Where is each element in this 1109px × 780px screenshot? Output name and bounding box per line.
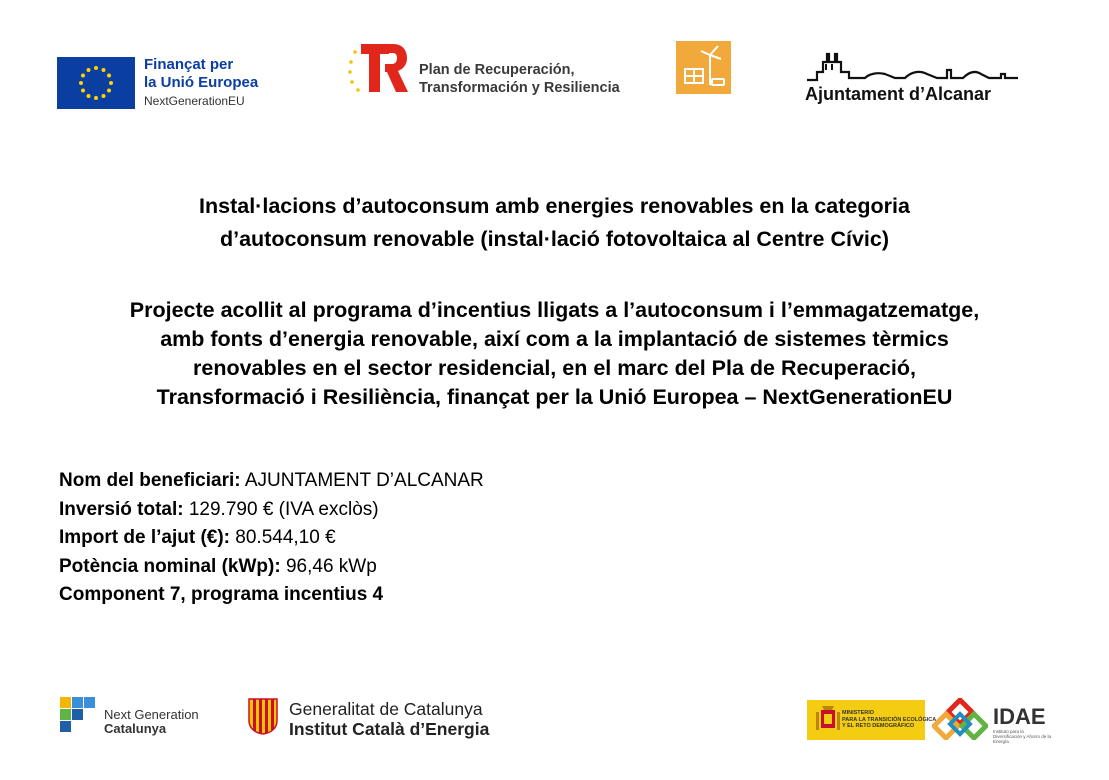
project-description [0, 296, 1109, 412]
prtr-tr-icon [347, 40, 409, 98]
eu-flag-logo [57, 57, 135, 109]
eu-funding-text [144, 56, 258, 110]
eu-stars-icon [57, 57, 135, 109]
subtitle-line3: renovables en el sector residencial, en el marc del Pla de Recuperació, [193, 356, 916, 380]
ministerio-text [842, 710, 936, 730]
skyline-icon [805, 50, 1020, 84]
subtitle-line4: Transformació i Resiliència, finançat per la Unió Europea – NextGenerationEU [156, 385, 953, 409]
component-text: Component 7, programa incentius 4 [59, 584, 384, 605]
ministerio-line3: Y EL RETO DEMOGRÁFICO [842, 723, 915, 729]
beneficiari-value: AJUNTAMENT D’ALCANAR [240, 470, 484, 491]
document-title [0, 190, 1109, 256]
ngc-line1: Next Generation [104, 707, 199, 722]
senyera-icon [247, 697, 279, 735]
solar-wind-icon [676, 41, 731, 94]
detail-inversio [59, 496, 484, 525]
next-generation-catalunya-logo [60, 697, 96, 733]
ajut-label: Import de l’ajut (€): [59, 527, 230, 548]
detail-beneficiari [59, 467, 484, 496]
detail-component [59, 581, 484, 610]
potencia-label: Potència nominal (kWp): [59, 555, 281, 577]
gen-line2: Institut Català d’Energia [289, 719, 490, 739]
renewable-energy-icon [676, 41, 731, 94]
ngc-line2: Catalunya [104, 721, 167, 736]
ajuntament-name: Ajuntament d’Alcanar [805, 84, 992, 104]
beneficiari-label: Nom del beneficiari: [59, 470, 241, 491]
title-line1: Instal·lacions d’autoconsum amb energies renovables en la categoria [199, 194, 910, 218]
idae-logo-mark [932, 698, 988, 740]
title-line2: d’autoconsum renovable (instal·lació fotovoltaica al Centre Cívic) [219, 227, 890, 251]
detail-potencia [59, 553, 484, 582]
generalitat-text [289, 699, 489, 739]
inversio-label: Inversió total: [59, 498, 184, 520]
prtr-text [419, 61, 620, 97]
eu-line1: Finançat per [144, 56, 234, 73]
potencia-value: 96,46 kWp [280, 555, 377, 577]
ngc-squares-icon [60, 697, 96, 733]
ajut-value: 80.544,10 € [230, 527, 336, 548]
gen-line1: Generalitat de Catalunya [289, 699, 483, 719]
ministerio-line1: MINISTERIO [842, 710, 875, 716]
idae-subtitle: Instituto para la Diversificación y Ahorro de la Energía [993, 729, 1052, 744]
project-details [59, 467, 484, 610]
prtr-line2: Transformación y Resiliencia [419, 80, 620, 96]
ngc-text [104, 708, 199, 736]
coat-of-arms-icon [813, 702, 843, 738]
inversio-value: 129.790 € (IVA exclòs) [183, 498, 379, 520]
eu-line3: NextGenerationEU [144, 94, 245, 108]
idae-name: IDAE [993, 704, 1046, 729]
prtr-logo-mark [347, 40, 409, 98]
ministerio-line2: PARA LA TRANSICIÓN ECOLÓGICA [842, 716, 937, 723]
subtitle-line1: Projecte acollit al programa d’incentius lligats a l’autoconsum i l’emmagatzematge, [129, 298, 980, 322]
generalitat-logo [247, 697, 279, 735]
eu-line2: la Unió Europea [144, 74, 259, 91]
prtr-line1: Plan de Recuperación, [419, 62, 575, 78]
detail-ajut [59, 524, 484, 553]
subtitle-line2: amb fonts d’energia renovable, així com a la implantació de sistemes tèrmics [160, 327, 949, 351]
idae-diamond-icon [932, 698, 988, 740]
